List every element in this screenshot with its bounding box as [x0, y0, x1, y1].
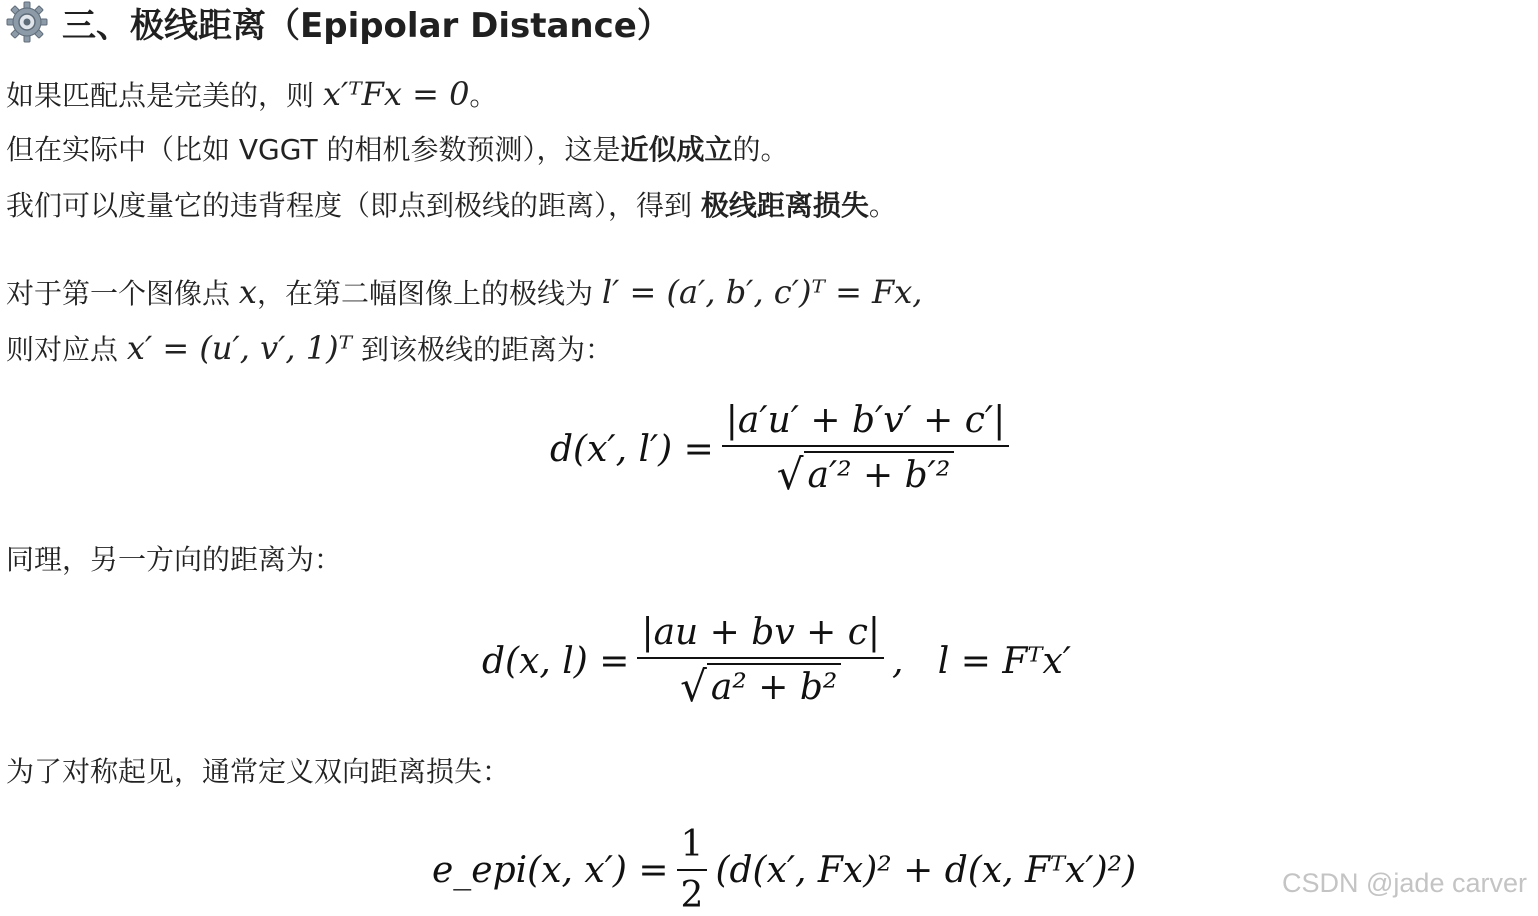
p1-end: 。	[469, 79, 498, 112]
p2-pre: 但在实际中（比如 VGGT 的相机参数预测），这是	[6, 133, 621, 166]
p5-pre: 则对应点	[6, 333, 127, 366]
p4-pre: 对于第一个图像点	[6, 277, 239, 310]
paragraph-measure	[6, 186, 897, 226]
eq3-denominator: 2	[680, 875, 704, 916]
eq3-fraction	[677, 824, 708, 916]
equation-distance-1	[550, 400, 1017, 498]
paragraph-approximate	[6, 130, 789, 170]
eq1-fraction	[722, 400, 1009, 498]
eq1-denominator: a′² + b′²	[804, 451, 955, 496]
p5-end: 到该极线的距离为：	[352, 333, 613, 366]
eq3-rhs: (d(x′, Fx)² + d(x, Fᵀx′)²)	[715, 849, 1137, 891]
sqrt-symbol: √ a² + b²	[680, 663, 841, 708]
p4-mid: ，在第二幅图像上的极线为	[256, 277, 602, 310]
paragraph-epiline	[6, 272, 922, 314]
sqrt-symbol: √ a′² + b′²	[777, 451, 955, 496]
equation-distance-2	[482, 612, 1071, 710]
eq3-lhs: e_epi(x, x′) =	[432, 849, 669, 891]
p4-math: l′ = (a′, b′, c′)ᵀ = Fx,	[601, 273, 923, 311]
p4-var: x	[238, 273, 257, 311]
eq2-numerator: |au + bv + c|	[637, 612, 884, 659]
eq1-numerator: |a′u′ + b′v′ + c′|	[722, 400, 1009, 447]
equation-symmetric-loss	[432, 824, 1136, 916]
watermark: CSDN @jade carver	[1282, 868, 1527, 898]
eq2-denominator: a² + b²	[707, 663, 841, 708]
p1-math: x′ᵀFx = 0	[322, 75, 470, 113]
paragraph-corresponding-point	[6, 328, 613, 370]
eq2-rhs: , l = Fᵀx′	[892, 640, 1071, 682]
paragraph-symmetric	[6, 752, 510, 792]
eq1-lhs: d(x′, l′) =	[550, 428, 714, 470]
p2-end: 的。	[732, 133, 789, 166]
p5-math: x′ = (u′, v′, 1)ᵀ	[126, 329, 353, 367]
eq3-numerator: 1	[677, 824, 708, 871]
eq2-lhs: d(x, l) =	[482, 640, 630, 682]
heading-text: 三、极线距离（Epipolar Distance）	[62, 5, 671, 46]
p6-text: 同理，另一方向的距离为：	[6, 543, 343, 576]
eq2-fraction	[637, 612, 884, 710]
paragraph-perfect-match	[6, 74, 497, 116]
p3-pre: 我们可以度量它的违背程度（即点到极线的距离），得到	[6, 189, 701, 222]
p1-text: 如果匹配点是完美的，则	[6, 79, 323, 112]
p3-bold: 极线距离损失	[700, 189, 869, 222]
section-heading	[6, 0, 671, 44]
p2-bold: 近似成立	[620, 133, 733, 166]
paragraph-other-direction	[6, 540, 342, 580]
gear-icon	[6, 1, 48, 43]
p3-end: 。	[868, 189, 897, 222]
p7-text: 为了对称起见，通常定义双向距离损失：	[6, 755, 511, 788]
